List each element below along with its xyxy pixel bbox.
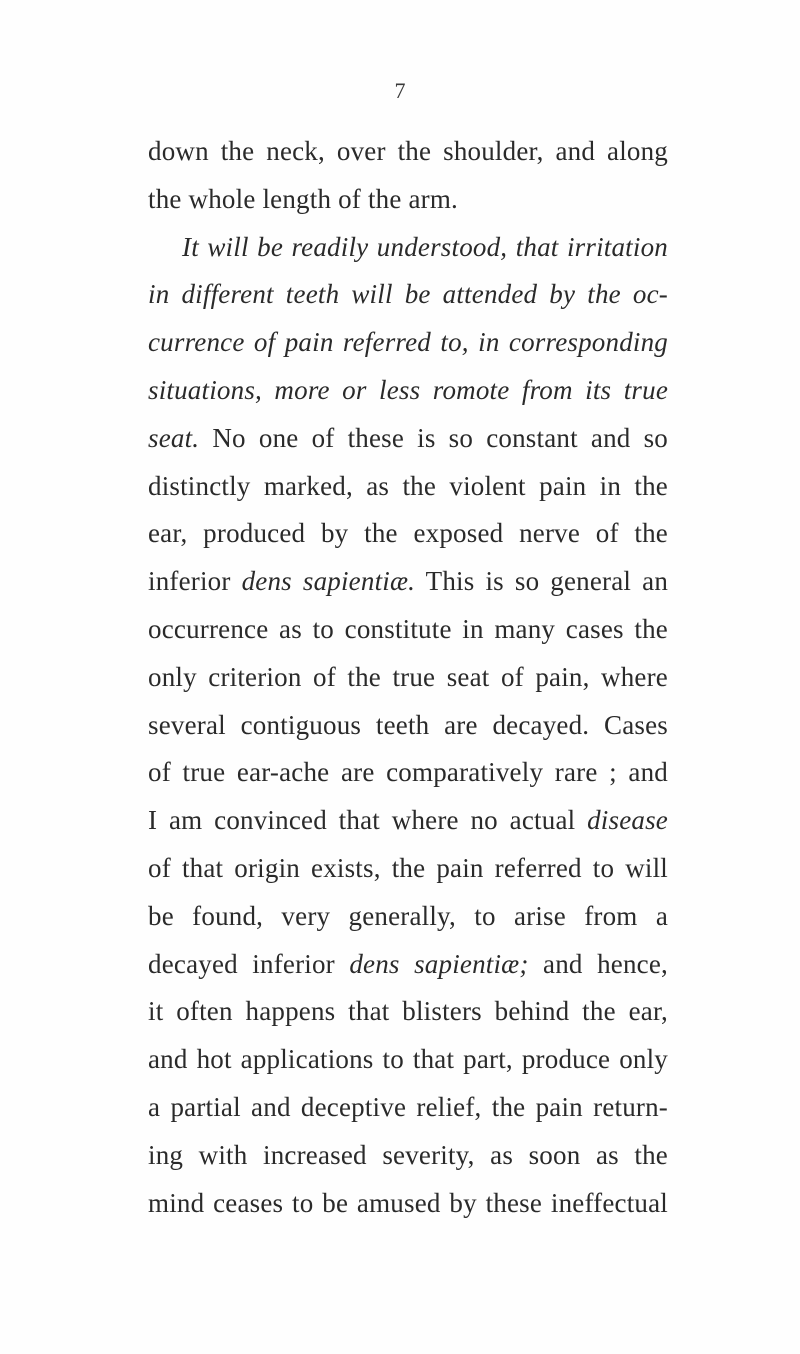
text-run: of that origin exists, the pain referred to will: [148, 852, 668, 883]
text-run: mind ceases to be amused by these ineffectual: [148, 1187, 668, 1218]
text-line: [148, 128, 668, 176]
text-line: [148, 558, 668, 606]
text-line: [148, 1036, 668, 1084]
text-line: [148, 1132, 668, 1180]
italic-text: It will be readily understood, that irritation: [182, 231, 668, 262]
italic-text: in different teeth will be attended by the oc-: [148, 279, 668, 310]
text-line: [148, 463, 668, 511]
text-run: several contiguous teeth are decayed. Cases: [148, 709, 668, 740]
text-run: distinctly marked, as the violent pain in the: [148, 470, 668, 501]
text-run: This is so general an: [415, 566, 669, 597]
text-run: and hot applications to that part, produce only: [148, 1044, 668, 1075]
text-line: [148, 1180, 668, 1228]
page-number: 7: [394, 78, 406, 103]
text-line: [148, 271, 668, 319]
text-line: [148, 415, 668, 463]
text-run: I am convinced that where no actual: [148, 805, 588, 836]
text-line: [148, 510, 668, 558]
text-run: and hence,: [528, 948, 668, 979]
text-run: only criterion of the true seat of pain, where: [148, 661, 668, 692]
italic-text: dens sapientiæ;: [349, 948, 529, 979]
text-line: [148, 1084, 668, 1132]
text-line: [148, 797, 668, 845]
text-run: be found, very generally, to arise from a: [148, 900, 668, 931]
italic-text: situations, more or less romote from its true: [148, 374, 668, 405]
body-text: [148, 128, 668, 1227]
text-line: [148, 654, 668, 702]
text-run: inferior: [148, 566, 242, 597]
text-run: ear, produced by the exposed nerve of the: [148, 518, 668, 549]
text-line: [148, 606, 668, 654]
text-line: [148, 988, 668, 1036]
text-run: of true ear-ache are comparatively rare ; and: [148, 757, 668, 788]
text-run: No one of these is so constant and so: [199, 422, 668, 453]
italic-text: dens sapientiæ.: [241, 566, 416, 597]
text-line: [148, 749, 668, 797]
text-line: [148, 893, 668, 941]
italic-text: currence of pain referred to, in corresponding: [148, 327, 668, 358]
text-line: [148, 702, 668, 750]
text-run: decayed inferior: [148, 948, 350, 979]
text-run: occurrence as to constitute in many cases the: [148, 613, 668, 644]
italic-text: seat.: [148, 422, 200, 453]
text-run: down the neck, over the shoulder, and along: [148, 136, 668, 166]
text-line: [148, 319, 668, 367]
text-run: it often happens that blisters behind the ear,: [148, 996, 668, 1027]
text-line: [148, 367, 668, 415]
text-line: [148, 224, 668, 272]
italic-text: disease: [587, 805, 668, 836]
text-line: [148, 941, 668, 989]
text-run: the whole length of the arm.: [148, 183, 459, 214]
text-run: ing with increased severity, as soon as the: [148, 1139, 668, 1170]
text-line: [148, 176, 668, 224]
text-line: [148, 845, 668, 893]
text-run: a partial and deceptive relief, the pain return-: [148, 1091, 668, 1122]
